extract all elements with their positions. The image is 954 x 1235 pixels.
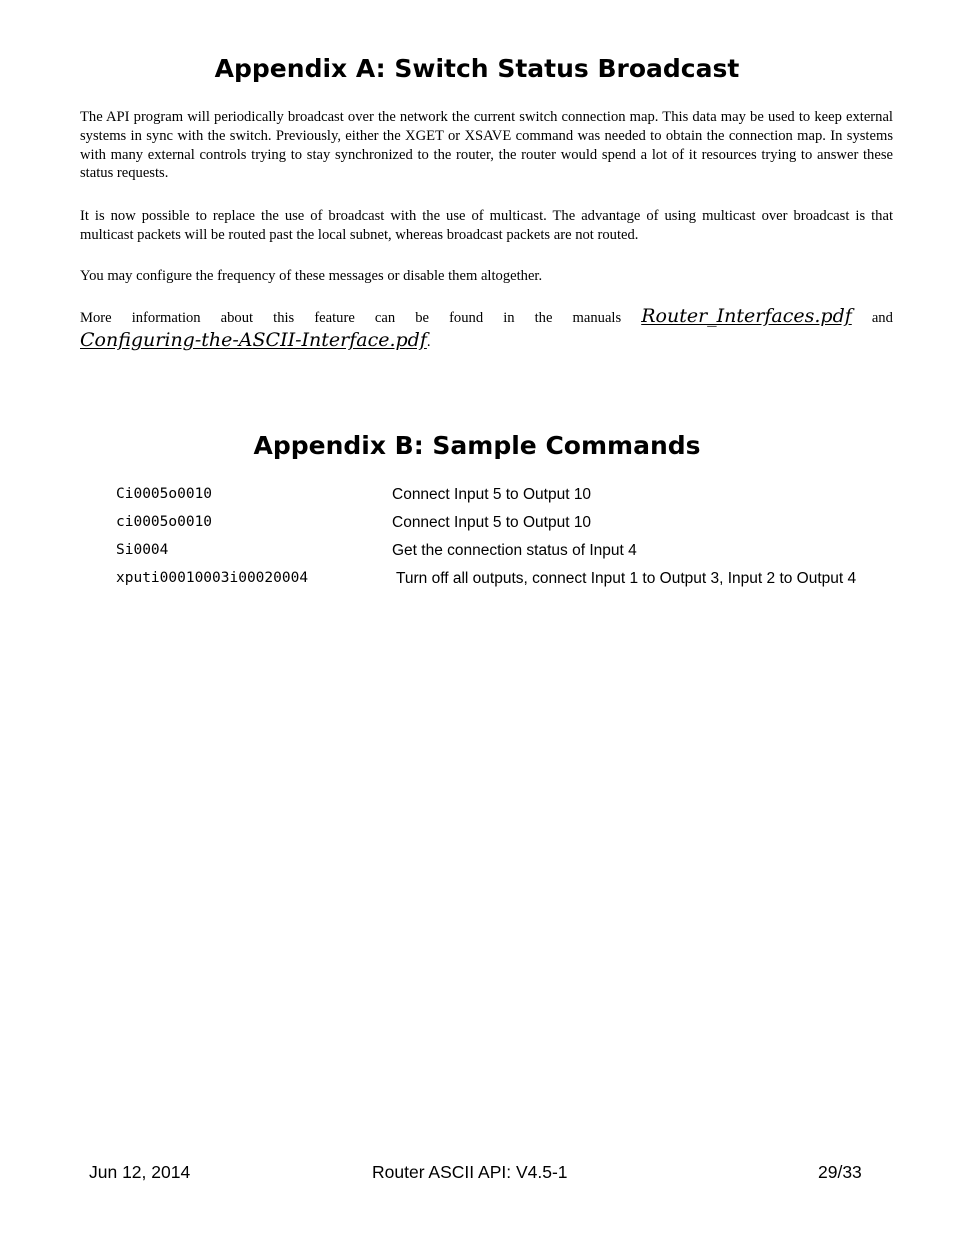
more-info-word: information xyxy=(131,310,201,326)
command-code: xputi00010003i00020004 xyxy=(116,570,309,586)
appendix-b-heading: Appendix B: Sample Commands xyxy=(253,431,701,460)
footer-page-number: 29/33 xyxy=(818,1162,862,1182)
router-interfaces-link[interactable]: Router_Interfaces.pdf xyxy=(641,305,852,327)
command-description: Turn off all outputs, connect Input 1 to Output 3, Input 2 to Output 4 xyxy=(396,570,857,587)
footer-date: Jun 12, 2014 xyxy=(89,1162,191,1182)
command-description: Connect Input 5 to Output 10 xyxy=(392,514,592,531)
command-code: ci0005o0010 xyxy=(116,514,213,530)
more-info-word: More xyxy=(80,310,112,326)
paragraph-broadcast-intro: The API program will periodically broadcast over the network the current switch connection map. This data may be used to keep external systems in sync with the switch. Previously, either the XGET or XSAVE command was needed to obtain the connection map. In systems with many external controls trying to stay synchronized to the router, the router would spend a lot of it resources trying to answer these status requests. xyxy=(80,109,893,182)
appendix-a-heading: Appendix A: Switch Status Broadcast xyxy=(214,54,740,83)
more-info-line xyxy=(80,305,893,327)
command-code: Si0004 xyxy=(116,542,169,558)
footer-document-title: Router ASCII API: V4.5-1 xyxy=(372,1162,568,1182)
command-row xyxy=(116,486,916,510)
more-info-word: feature xyxy=(314,310,355,326)
paragraph-multicast: It is now possible to replace the use of broadcast with the use of multicast. The advantage of using multicast over broadcast is that multicast packets will be routed past the local subnet, whereas broadcast packets are not routed. xyxy=(80,208,893,243)
more-info-word: this xyxy=(273,310,295,326)
more-info-word: manuals xyxy=(572,310,622,326)
ascii-interface-link[interactable]: Configuring-the-ASCII-Interface.pdf xyxy=(80,329,427,351)
more-info-word: the xyxy=(534,310,553,326)
more-info-word: can xyxy=(374,310,396,326)
paragraph-frequency: You may configure the frequency of these messages or disable them altogether. xyxy=(80,268,543,284)
more-info-word: about xyxy=(220,310,254,326)
command-row xyxy=(116,570,916,594)
command-description: Connect Input 5 to Output 10 xyxy=(392,486,592,503)
sentence-end: . xyxy=(426,334,431,350)
more-info-word: be xyxy=(415,310,429,326)
more-info-word: in xyxy=(503,310,515,326)
command-row xyxy=(116,514,916,538)
command-row xyxy=(116,542,916,566)
more-info-line-2 xyxy=(80,329,893,351)
more-info-word: found xyxy=(449,310,484,326)
more-info-word: and xyxy=(871,310,893,326)
command-description: Get the connection status of Input 4 xyxy=(392,542,637,559)
command-code: Ci0005o0010 xyxy=(116,486,213,502)
